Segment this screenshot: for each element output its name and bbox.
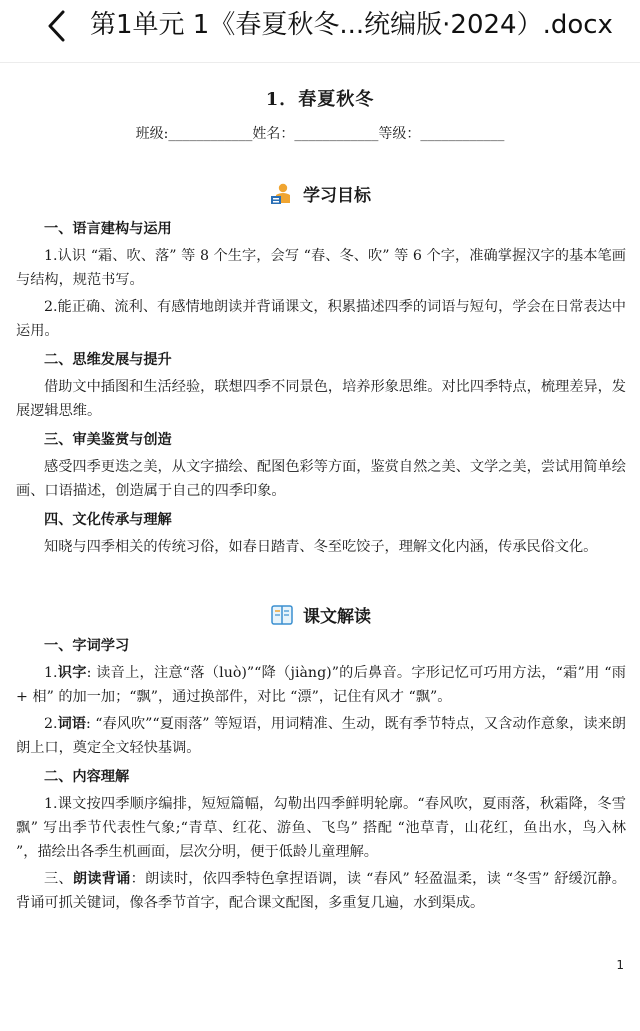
subheading: 二、内容理解: [44, 769, 130, 785]
analysis-content: [16, 634, 626, 915]
document-title: 1．春夏秋冬: [265, 89, 375, 110]
chevron-left-icon: [46, 9, 66, 43]
back-button[interactable]: [38, 8, 74, 44]
paragraph: [16, 867, 626, 915]
section-heading-text: 学习目标: [303, 186, 371, 206]
top-bar: [0, 0, 640, 56]
book-icon: [269, 603, 295, 627]
paragraph: 借助文中插图和生活经验，联想四季不同景色，培养形象思维。对比四季特点，梳理差异，发展逻辑思维。: [16, 379, 626, 419]
paragraph: [16, 661, 626, 709]
paragraph: 2.能正确、流利、有感情地朗读并背诵课文，积累描述四季的词语与短句，学会在日常表达中运用。: [16, 299, 626, 339]
section-heading-text: 课文解读: [303, 607, 371, 627]
paragraph: [16, 712, 626, 760]
item-number: 三、: [44, 871, 73, 887]
document-page: [0, 63, 640, 1031]
paragraph: 1.认识 “霜、吹、落” 等 8 个生字，会写 “春、冬、吹” 等 6 个字，准确掌握汉字的基本笔画与结构，规范书写。: [16, 248, 626, 288]
paragraph: 1.课文按四季顺序编排，短短篇幅，勾勒出四季鲜明轮廓。“春风吹，夏雨落，秋霜降，冬雪飘” 写出季节代表性气象;“青草、红花、游鱼、飞鸟” 搭配 “池草青，山花红，鱼出水，鸟入林 ”，描绘出各季生机画面，层次分明，便于低龄儿童理解。: [16, 796, 626, 860]
subheading: 三、审美鉴赏与创造: [44, 432, 172, 448]
paragraph: 知晓与四季相关的传统习俗，如春日踏青、冬至吃饺子，理解文化内涵，传承民俗文化。: [44, 539, 598, 555]
item-text: : 读音上，注意“落（luò)”“降（jiàng)”的后鼻音。字形记忆可巧用方法，“霜”用 “雨 + 相” 的加一加；“飘”，通过换部件，对比 “漂”，记住有风才 “飘”。: [16, 665, 626, 705]
subheading: 一、字词学习: [44, 638, 130, 654]
item-number: 2.: [44, 716, 58, 732]
teacher-book-icon: [269, 182, 295, 206]
document-filename: 第1单元 1《春夏秋冬...统编版·2024）.docx: [90, 10, 613, 40]
item-label: 识字: [57, 665, 87, 681]
subheading: 二、思维发展与提升: [44, 352, 172, 368]
item-text: ：朗读时，依四季特色拿捏语调，读 “春风” 轻盈温柔，读 “冬雪” 舒缓沉静。背诵可抓关键词，像各季节首字，配合课文配图，多重复几遍，水到渠成。: [16, 871, 626, 911]
item-number: 1.: [44, 665, 58, 681]
subheading: 一、语言建构与运用: [44, 221, 172, 237]
item-label: 朗读背诵: [72, 871, 131, 887]
subheading: 四、文化传承与理解: [44, 512, 172, 528]
page-number: 1: [616, 958, 624, 972]
section-heading-goals: [0, 181, 640, 206]
item-label: 词语: [57, 716, 86, 732]
paragraph: 感受四季更迭之美，从文字描绘、配图色彩等方面，鉴赏自然之美、文学之美，尝试用简单绘画、口语描述，创造属于自己的四季印象。: [16, 459, 626, 499]
goals-content: [16, 217, 626, 559]
section-heading-text-analysis: [0, 602, 640, 627]
item-text: : “春风吹”“夏雨落” 等短语，用词精准、生动，既有季节特点，又含动作意象，读来朗朗上口，奠定全文轻快基调。: [16, 716, 626, 756]
student-info-line: 班级:____________姓名：____________等级：____________: [135, 126, 505, 142]
